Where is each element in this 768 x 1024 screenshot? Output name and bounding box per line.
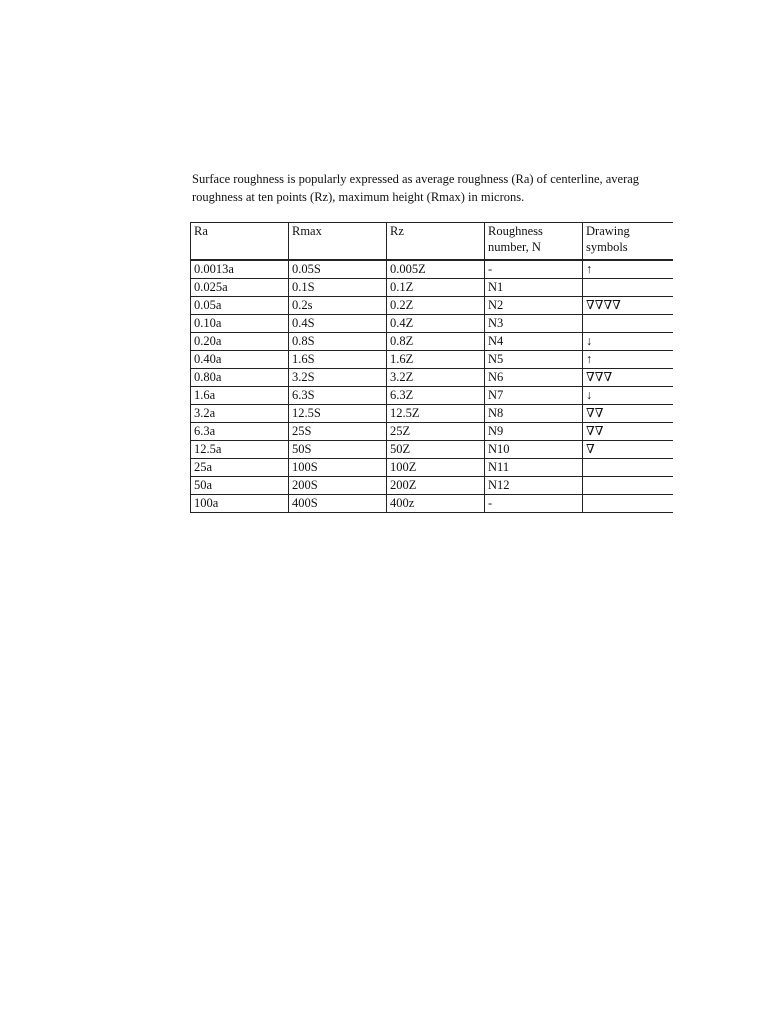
cell-roughness-number: N11 (485, 459, 583, 477)
header-ra: Ra (191, 223, 289, 261)
cell-roughness-number: N1 (485, 279, 583, 297)
cell-roughness-number: N12 (485, 477, 583, 495)
roughness-table (190, 222, 673, 513)
cell-rmax: 0.4S (289, 315, 387, 333)
cell-drawing-symbol (583, 459, 673, 477)
cell-rmax: 25S (289, 423, 387, 441)
cell-rz: 400z (387, 495, 485, 513)
cell-rz: 0.8Z (387, 333, 485, 351)
cell-roughness-number: N7 (485, 387, 583, 405)
cell-ra: 6.3a (191, 423, 289, 441)
cell-ra: 3.2a (191, 405, 289, 423)
cell-roughness-number: - (485, 495, 583, 513)
table-row (191, 423, 673, 441)
cell-rz: 6.3Z (387, 387, 485, 405)
intro-line-1: Surface roughness is popularly expressed as average roughness (Ra) of centerline, averag (192, 172, 640, 186)
cell-roughness-number: N10 (485, 441, 583, 459)
table-row (191, 459, 673, 477)
table-row (191, 405, 673, 423)
cell-drawing-symbol: ∇ (583, 441, 673, 459)
cell-rz: 200Z (387, 477, 485, 495)
header-roughness-number (485, 223, 583, 261)
cell-drawing-symbol: ↑ (583, 351, 673, 369)
cell-roughness-number: N8 (485, 405, 583, 423)
cell-drawing-symbol (583, 495, 673, 513)
cell-rz: 50Z (387, 441, 485, 459)
cell-ra: 0.80a (191, 369, 289, 387)
cell-ra: 25a (191, 459, 289, 477)
cell-drawing-symbol (583, 279, 673, 297)
cell-ra: 100a (191, 495, 289, 513)
cell-rmax: 0.8S (289, 333, 387, 351)
header-drawing-symbols (583, 223, 673, 261)
cell-rmax: 12.5S (289, 405, 387, 423)
cell-rz: 25Z (387, 423, 485, 441)
cell-rz: 0.4Z (387, 315, 485, 333)
cell-rmax: 0.1S (289, 279, 387, 297)
header-roughness-number-line-2: number, N (488, 240, 541, 254)
cell-drawing-symbol: ↓ (583, 387, 673, 405)
table-row (191, 495, 673, 513)
table-row (191, 315, 673, 333)
intro-line-2: roughness at ten points (Rz), maximum height (Rmax) in microns. (192, 190, 525, 204)
cell-ra: 0.20a (191, 333, 289, 351)
cell-rz: 100Z (387, 459, 485, 477)
cell-ra: 1.6a (191, 387, 289, 405)
cell-drawing-symbol: ↑ (583, 260, 673, 279)
table-row (191, 441, 673, 459)
cell-rmax: 200S (289, 477, 387, 495)
header-drawing-symbols-line-2: symbols (586, 240, 628, 254)
cell-drawing-symbol: ∇∇∇ (583, 369, 673, 387)
cell-rmax: 0.05S (289, 260, 387, 279)
table-row (191, 333, 673, 351)
table-header-row (191, 223, 673, 261)
cell-ra: 0.10a (191, 315, 289, 333)
cell-rz: 12.5Z (387, 405, 485, 423)
cell-rmax: 0.2s (289, 297, 387, 315)
cell-roughness-number: N2 (485, 297, 583, 315)
cell-drawing-symbol (583, 477, 673, 495)
cell-drawing-symbol: ↓ (583, 333, 673, 351)
cell-roughness-number: - (485, 260, 583, 279)
cell-rz: 1.6Z (387, 351, 485, 369)
table-row (191, 477, 673, 495)
cell-roughness-number: N9 (485, 423, 583, 441)
cell-rz: 3.2Z (387, 369, 485, 387)
cell-ra: 0.05a (191, 297, 289, 315)
header-drawing-symbols-line-1: Drawing (586, 224, 630, 238)
table-row (191, 387, 673, 405)
cell-rmax: 400S (289, 495, 387, 513)
table-row (191, 297, 673, 315)
cell-roughness-number: N6 (485, 369, 583, 387)
cell-drawing-symbol: ∇∇ (583, 423, 673, 441)
cell-rz: 0.005Z (387, 260, 485, 279)
cell-rz: 0.1Z (387, 279, 485, 297)
header-rmax: Rmax (289, 223, 387, 261)
header-roughness-number-line-1: Roughness (488, 224, 543, 238)
cell-roughness-number: N5 (485, 351, 583, 369)
cell-ra: 12.5a (191, 441, 289, 459)
table-row (191, 279, 673, 297)
cell-ra: 0.025a (191, 279, 289, 297)
intro-paragraph (192, 170, 768, 206)
cell-rmax: 100S (289, 459, 387, 477)
cell-roughness-number: N4 (485, 333, 583, 351)
cell-drawing-symbol: ∇∇∇∇ (583, 297, 673, 315)
cell-rmax: 50S (289, 441, 387, 459)
cell-drawing-symbol (583, 315, 673, 333)
cell-ra: 0.0013a (191, 260, 289, 279)
cell-rmax: 1.6S (289, 351, 387, 369)
cell-ra: 0.40a (191, 351, 289, 369)
cell-ra: 50a (191, 477, 289, 495)
table-row (191, 369, 673, 387)
cell-rmax: 3.2S (289, 369, 387, 387)
cell-rmax: 6.3S (289, 387, 387, 405)
cell-roughness-number: N3 (485, 315, 583, 333)
header-rz: Rz (387, 223, 485, 261)
cell-rz: 0.2Z (387, 297, 485, 315)
table-row (191, 260, 673, 279)
table-row (191, 351, 673, 369)
cell-drawing-symbol: ∇∇ (583, 405, 673, 423)
